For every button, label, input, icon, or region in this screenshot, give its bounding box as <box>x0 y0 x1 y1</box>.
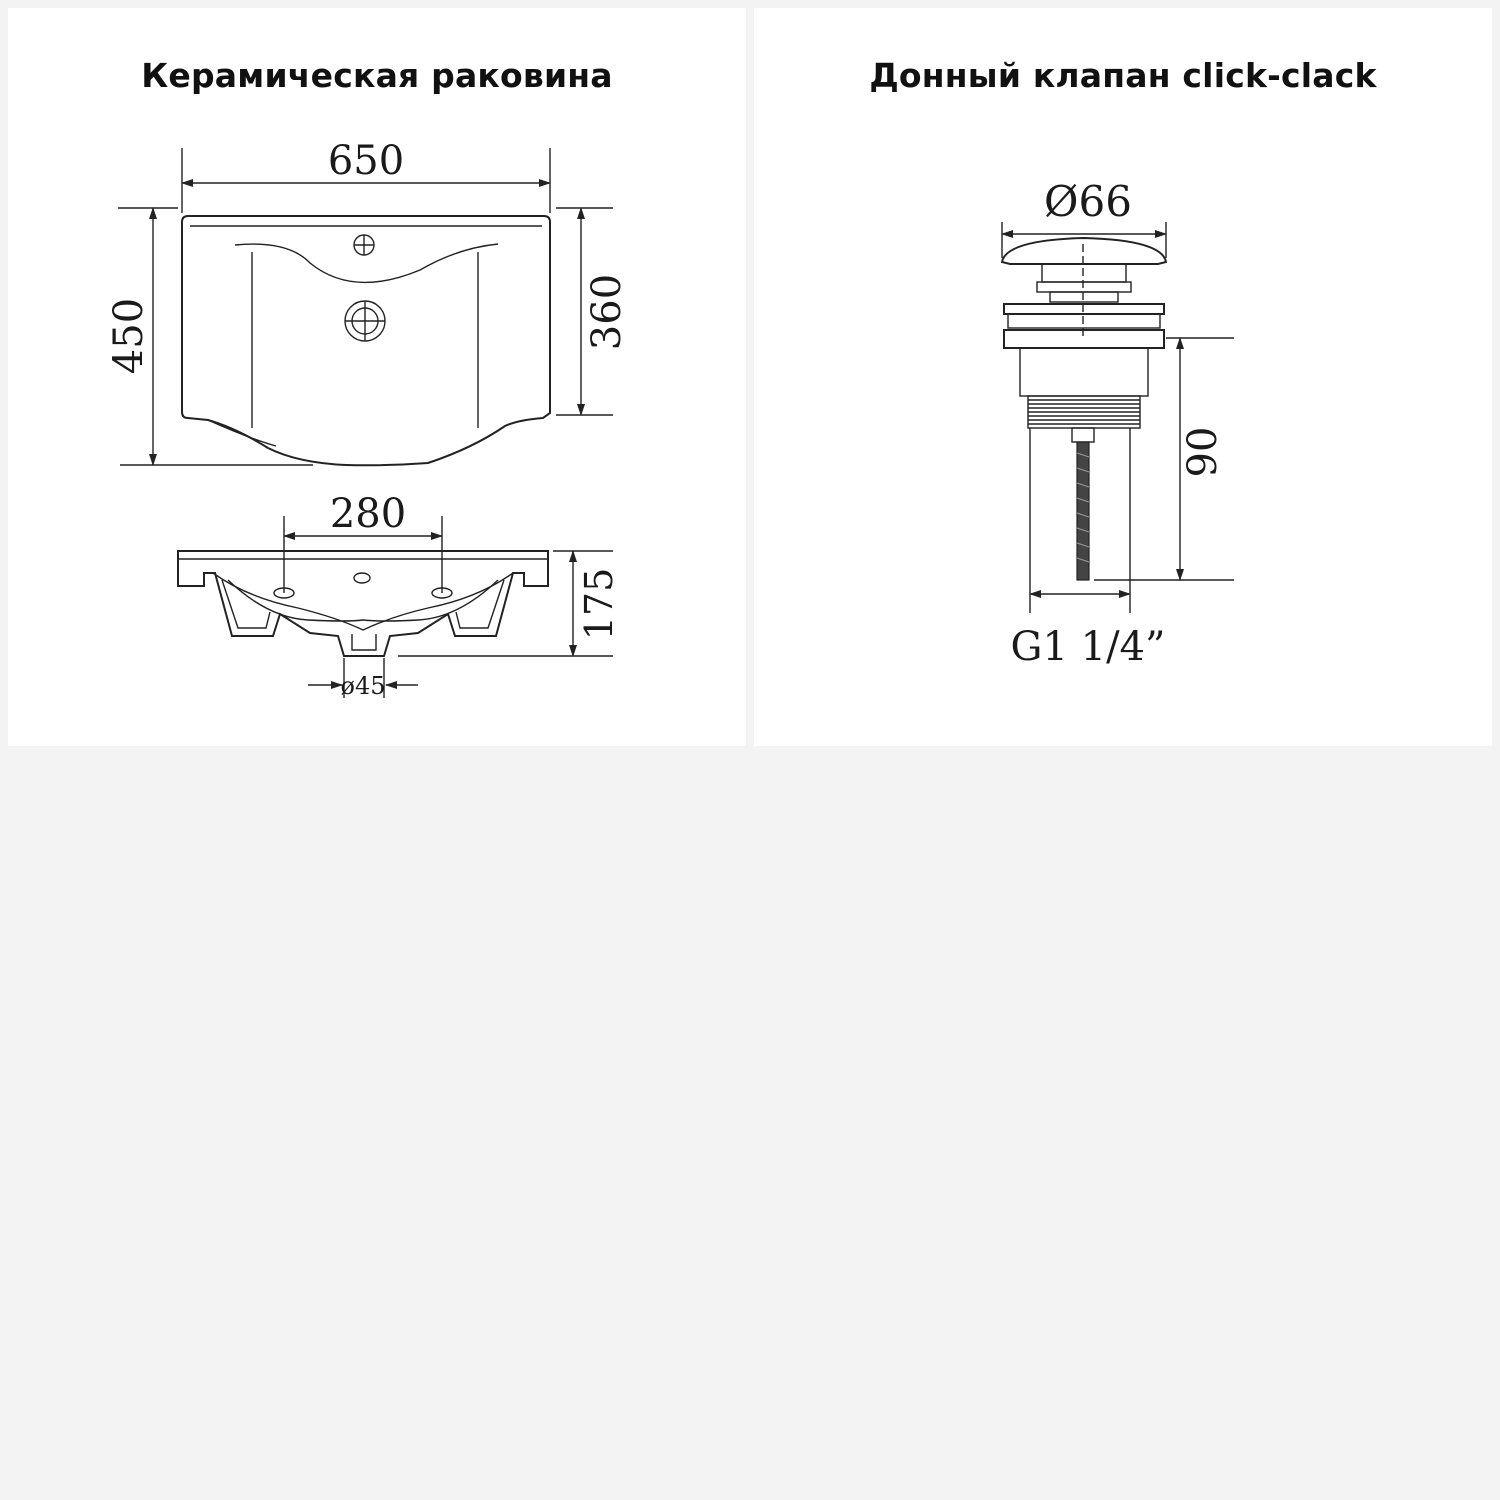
sink-width-label: 650 <box>327 138 405 184</box>
sink-front-view <box>178 551 548 656</box>
sink-drain-diameter-label: ø45 <box>340 672 386 700</box>
sink-height-label: 175 <box>577 567 621 641</box>
sink-drain-spacing-label: 280 <box>329 491 407 537</box>
valve-thread-label: G1 1/4” <box>1010 624 1166 670</box>
valve-drawing <box>754 8 1492 746</box>
sink-width-dimension <box>182 138 550 213</box>
valve-diameter-label: Ø66 <box>1044 177 1132 226</box>
sink-depth-dimension <box>106 208 313 465</box>
valve-panel <box>754 8 1492 746</box>
valve-body <box>1002 238 1166 580</box>
valve-height-label: 90 <box>1180 426 1226 478</box>
sink-panel <box>8 8 746 746</box>
empty-background-area <box>0 754 1500 1500</box>
sink-drain-spacing-dimension <box>284 491 442 593</box>
valve-title: Донный клапан click-clack <box>869 56 1377 95</box>
sink-depth-label: 450 <box>106 297 152 375</box>
drain-hole-icon <box>345 301 385 341</box>
sink-top-view <box>182 216 550 465</box>
sink-inner-depth-label: 360 <box>584 273 630 351</box>
sink-height-dimension <box>398 551 621 656</box>
sink-inner-depth-dimension <box>556 208 630 415</box>
sink-title: Керамическая раковина <box>141 56 613 95</box>
valve-diameter-dimension <box>1002 177 1166 258</box>
sink-drain-diameter-dimension <box>308 658 418 700</box>
valve-height-dimension <box>1094 338 1234 580</box>
sink-drawing <box>8 8 746 746</box>
